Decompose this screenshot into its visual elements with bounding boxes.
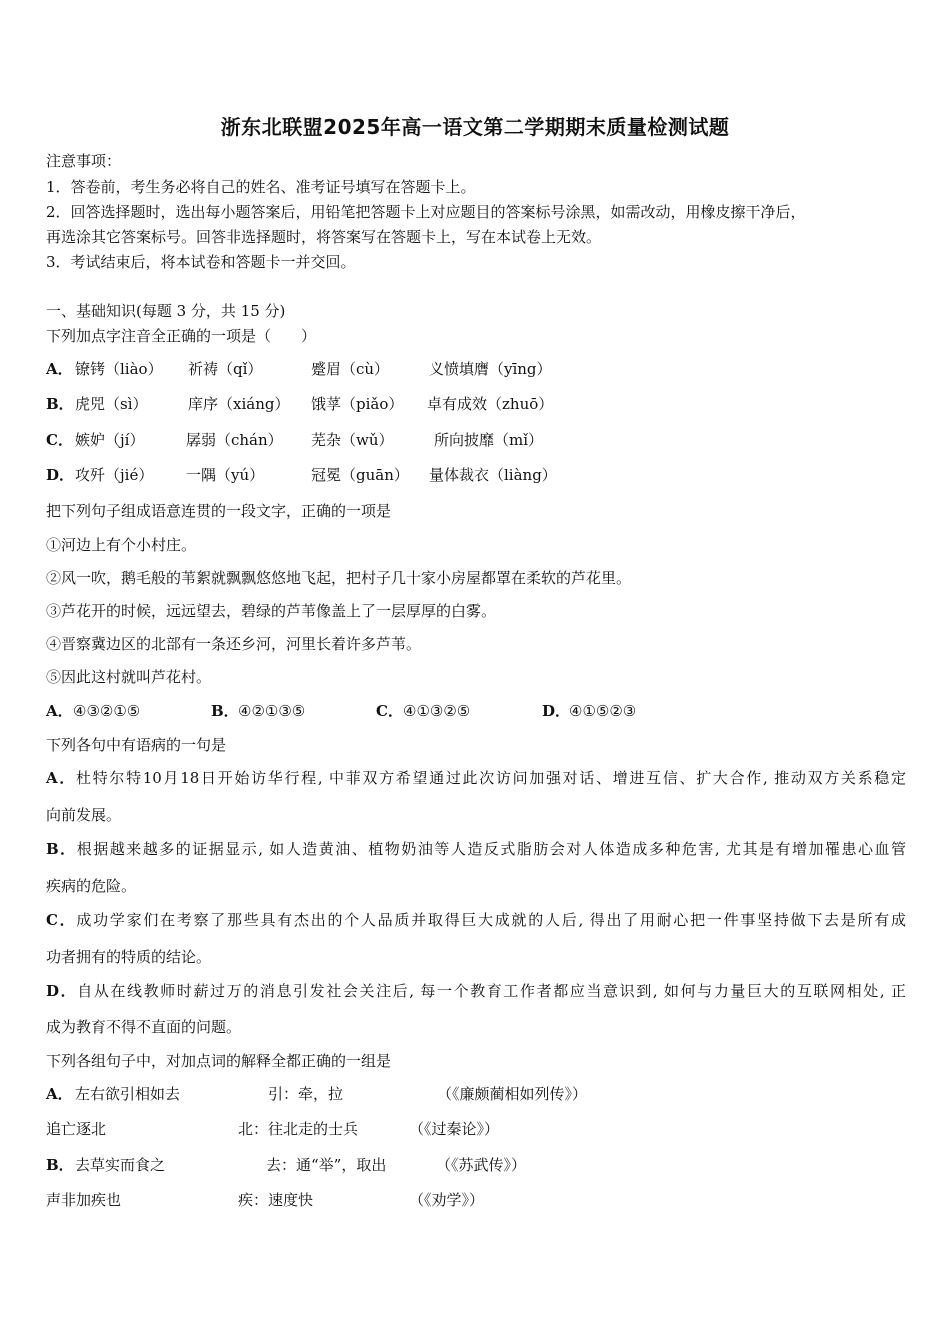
option-text: 自从在线教师时薪过万的消息引发社会关注后, 每一个教育工作者都应当意识到, 如何与力量巨大的互联网相处, 正 bbox=[77, 982, 906, 1000]
pinyin-word: 冠冕（guān） bbox=[311, 466, 409, 484]
notice-heading: 注意事项： bbox=[46, 152, 122, 170]
pinyin-word: 义愤填膺（yīng） bbox=[429, 360, 552, 378]
pinyin-word: 所向披靡（mǐ） bbox=[434, 431, 544, 449]
option-label: C． bbox=[376, 702, 403, 720]
source-citation: （《廉颇蔺相如列传》） bbox=[437, 1085, 588, 1103]
option-label: B． bbox=[46, 395, 74, 413]
option-text: ④①③②⑤ bbox=[403, 702, 471, 720]
option-line bbox=[46, 839, 906, 859]
option-text: 根据越来越多的证据显示, 如人造黄油、植物奶油等人造反式脂肪会对人体造成多种危害, 尤其是有增加罹患心血管 bbox=[76, 840, 906, 858]
notice-item: 2．回答选择题时，选出每小题答案后，用铅笔把答题卡上对应题目的答案标号涂黑，如需改动，用橡皮擦干净后， bbox=[46, 203, 806, 221]
pinyin-word: 虎兕（sì） bbox=[75, 395, 148, 413]
question-stem-1: 下列加点字注音全正确的一项是（ ） bbox=[46, 327, 317, 345]
pinyin-word: 量体裁衣（liàng） bbox=[429, 466, 557, 484]
option-label: A． bbox=[46, 360, 73, 378]
option-continuation: 疾病的危险。 bbox=[46, 877, 137, 895]
sentence-item: ④晋察冀边区的北部有一条还乡河，河里长着许多芦苇。 bbox=[46, 635, 422, 653]
option-text: 杜特尔特10月18日开始访华行程, 中菲双方希望通过此次访问加强对话、增进互信、扩大合作, 推动双方关系稳定 bbox=[76, 769, 906, 787]
option-continuation: 成为教育不得不直面的问题。 bbox=[46, 1018, 242, 1036]
option-line bbox=[46, 768, 906, 788]
pinyin-word: 卓有成效（zhuō） bbox=[427, 395, 554, 413]
option-label: C． bbox=[46, 911, 77, 929]
pinyin-word: 嫉妒（jí） bbox=[75, 431, 145, 449]
option-label: B． bbox=[46, 840, 77, 858]
pinyin-word: 攻歼（jié） bbox=[75, 466, 154, 484]
page-title: 浙东北联盟2025年高一语文第二学期期末质量检测试题 bbox=[220, 115, 730, 139]
section-heading: 一、基础知识(每题 3 分，共 15 分) bbox=[46, 302, 286, 320]
source-citation: （《劝学》） bbox=[409, 1191, 485, 1209]
option-label: D． bbox=[46, 466, 75, 484]
option-text: 成功学家们在考察了那些具有杰出的个人品质并取得巨大成就的人后, 得出了用耐心把一件事坚持做下去是所有成 bbox=[76, 911, 906, 929]
option-label: A． bbox=[46, 1085, 73, 1103]
sentence-item: ①河边上有个小村庄。 bbox=[46, 536, 197, 554]
classical-sentence: 声非加疾也 bbox=[46, 1191, 122, 1209]
option-label: B． bbox=[211, 702, 239, 720]
pinyin-word: 一隅（yú） bbox=[186, 466, 265, 484]
word-gloss: 北：往北走的士兵 bbox=[238, 1120, 359, 1138]
word-gloss: 去：通“举”，取出 bbox=[266, 1156, 387, 1174]
option-label: B． bbox=[46, 1156, 74, 1174]
option-label: A． bbox=[46, 702, 73, 720]
notice-item: 3．考试结束后，将本试卷和答题卡一并交回。 bbox=[46, 253, 356, 271]
option-label: D． bbox=[542, 702, 571, 720]
option-line bbox=[46, 910, 906, 930]
question-stem-3: 下列各句中有语病的一句是 bbox=[46, 736, 227, 754]
pinyin-word: 饿莩（piǎo） bbox=[311, 395, 404, 413]
sentence-item: ③芦花开的时候，远远望去，碧绿的芦苇像盖上了一层厚厚的白雾。 bbox=[46, 602, 497, 620]
option-label: C． bbox=[46, 431, 73, 449]
notice-item: 1．答卷前，考生务必将自己的姓名、准考证号填写在答题卡上。 bbox=[46, 178, 476, 196]
word-gloss: 疾：速度快 bbox=[238, 1191, 314, 1209]
option-continuation: 向前发展。 bbox=[46, 806, 122, 824]
option-label: D． bbox=[46, 982, 78, 1000]
pinyin-word: 孱弱（chán） bbox=[186, 431, 283, 449]
question-stem-2: 把下列句子组成语意连贯的一段文字，正确的一项是 bbox=[46, 502, 392, 520]
option-label: A． bbox=[46, 769, 77, 787]
classical-sentence: 左右欲引相如去 bbox=[75, 1085, 181, 1103]
pinyin-word: 芜杂（wǔ） bbox=[311, 431, 394, 449]
pinyin-word: 蹙眉（cù） bbox=[311, 360, 390, 378]
classical-sentence: 去草实而食之 bbox=[75, 1156, 166, 1174]
option-continuation: 功者拥有的特质的结论。 bbox=[46, 948, 212, 966]
source-citation: （《苏武传》） bbox=[436, 1156, 527, 1174]
sentence-item: ②风一吹，鹅毛般的苇絮就飘飘悠悠地飞起，把村子几十家小房屋都罩在柔软的芦花里。 bbox=[46, 569, 632, 587]
question-stem-4: 下列各组句子中，对加点词的解释全都正确的一组是 bbox=[46, 1052, 392, 1070]
pinyin-word: 镣铐（liào） bbox=[75, 360, 163, 378]
option-line bbox=[46, 981, 906, 1001]
notice-item: 再选涂其它答案标号。回答非选择题时，将答案写在答题卡上，写在本试卷上无效。 bbox=[46, 228, 602, 246]
pinyin-word: 祈祷（qǐ） bbox=[188, 360, 263, 378]
classical-sentence: 追亡逐北 bbox=[46, 1120, 107, 1138]
pinyin-word: 庠序（xiáng） bbox=[188, 395, 290, 413]
option-text: ④③②①⑤ bbox=[73, 702, 141, 720]
source-citation: （《过秦论》） bbox=[409, 1120, 500, 1138]
option-text: ④②①③⑤ bbox=[238, 702, 306, 720]
sentence-item: ⑤因此这村就叫芦花村。 bbox=[46, 668, 212, 686]
option-text: ④①⑤②③ bbox=[569, 702, 637, 720]
word-gloss: 引：牵，拉 bbox=[268, 1085, 344, 1103]
